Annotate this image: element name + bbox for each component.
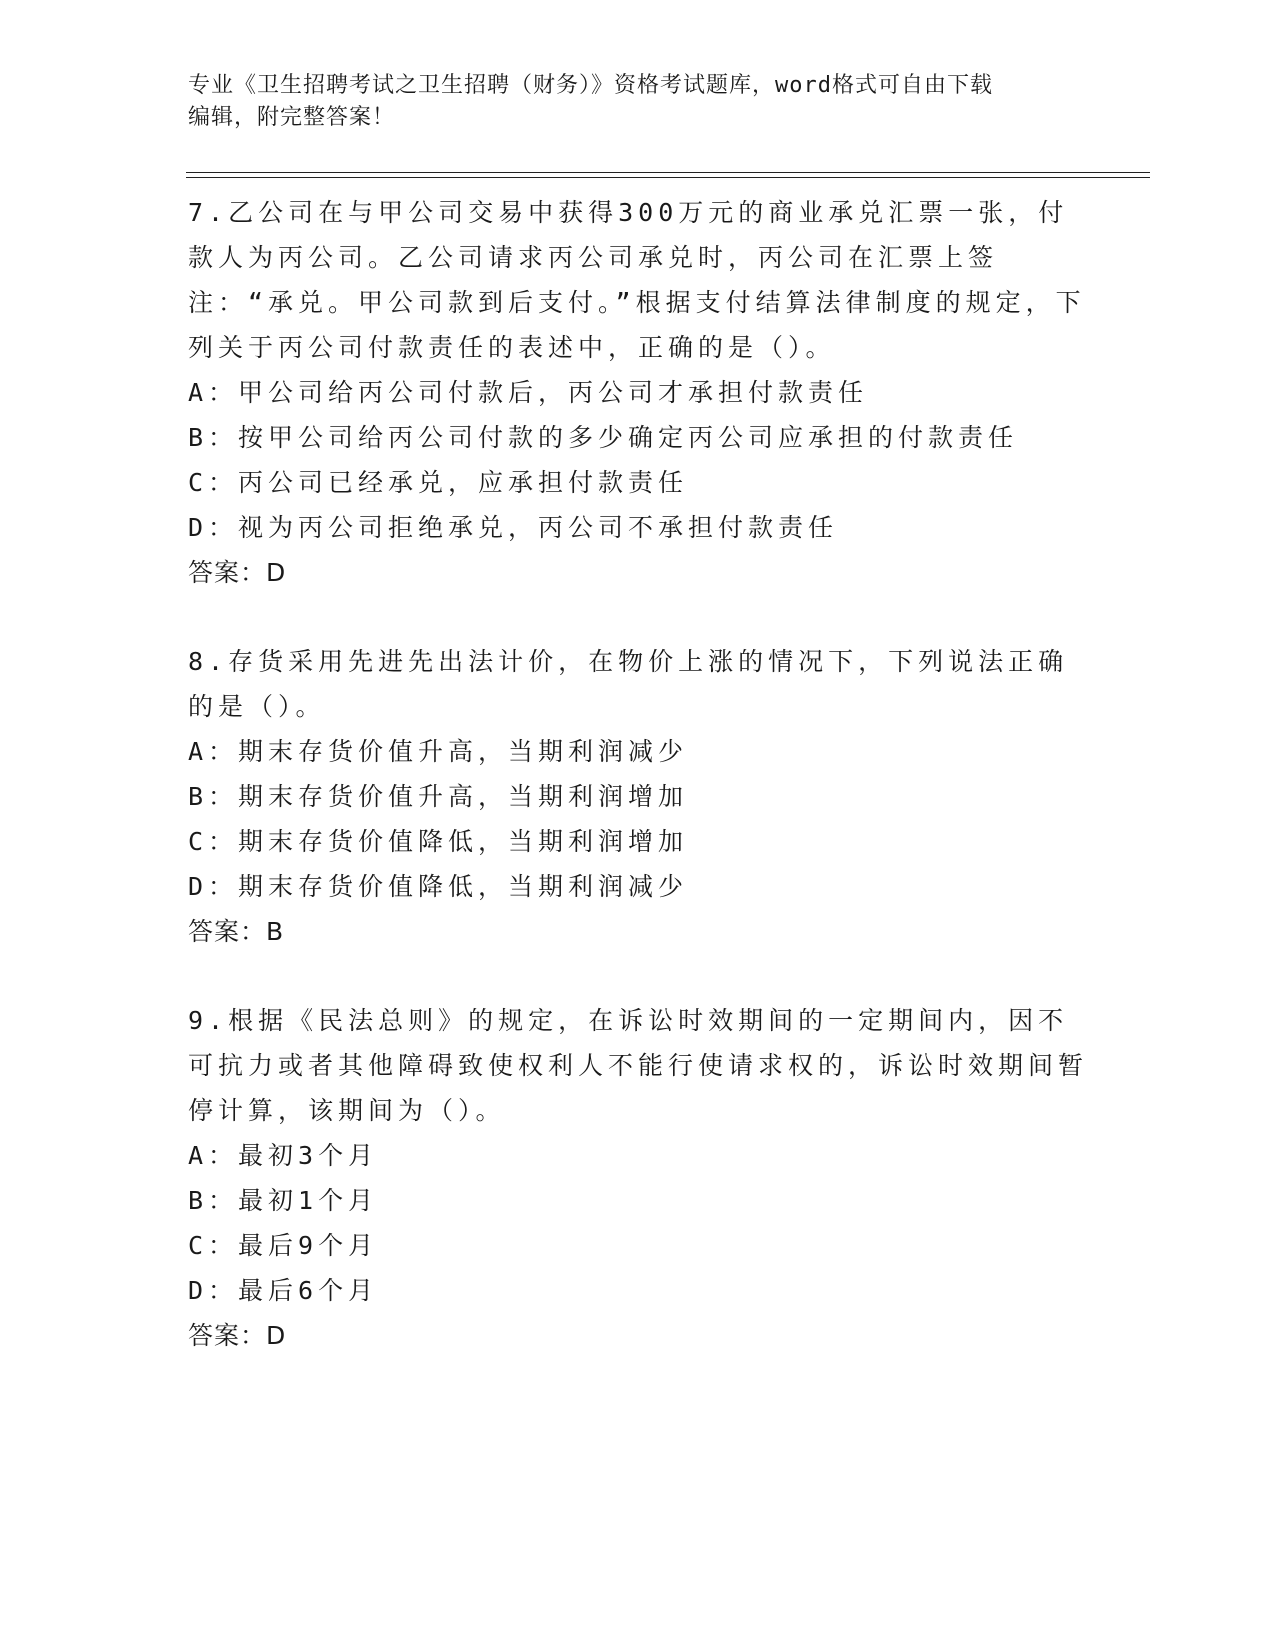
option-d: D：期末存货价值降低，当期利润减少 <box>188 872 689 901</box>
question-stem: 9.根据《民法总则》的规定，在诉讼时效期间的一定期间内，因不可抗力或者其他障碍致使权利人不能行使请求权的，诉讼时效期间暂停计算，该期间为（）。 <box>188 1006 1089 1125</box>
question-stem: 8.存货采用先进先出法计价，在物价上涨的情况下，下列说法正确的是（）。 <box>188 647 1069 721</box>
header-rule-top <box>186 172 1150 173</box>
answer: 答案：B <box>188 917 285 946</box>
option-a: A：最初3个月 <box>188 1141 379 1170</box>
question-8 <box>188 639 1088 954</box>
header-line-1: 专业《卫生招聘考试之卫生招聘（财务）》资格考试题库，word格式可自由下载 <box>188 73 993 98</box>
question-7 <box>188 190 1088 595</box>
header-rule-bottom <box>186 177 1150 178</box>
option-c: C：最后9个月 <box>188 1231 379 1260</box>
option-a: A：甲公司给丙公司付款后，丙公司才承担付款责任 <box>188 378 869 407</box>
header-line-2: 编辑，附完整答案！ <box>188 105 396 130</box>
option-a: A：期末存货价值升高，当期利润减少 <box>188 737 689 766</box>
question-9 <box>188 998 1088 1358</box>
option-c: C：期末存货价值降低，当期利润增加 <box>188 827 689 856</box>
option-b: B：期末存货价值升高，当期利润增加 <box>188 782 689 811</box>
question-list <box>188 190 1088 1402</box>
question-stem: 7.乙公司在与甲公司交易中获得300万元的商业承兑汇票一张，付款人为丙公司。乙公司请求丙公司承兑时，丙公司在汇票上签注：“承兑。甲公司款到后支付。”根据支付结算法律制度的规定，下列关于丙公司付款责任的表述中，正确的是（）。 <box>188 198 1086 362</box>
answer: 答案：D <box>188 1321 287 1350</box>
document-header <box>188 70 1088 134</box>
option-b: B：最初1个月 <box>188 1186 379 1215</box>
option-b: B：按甲公司给丙公司付款的多少确定丙公司应承担的付款责任 <box>188 423 1019 452</box>
answer: 答案：D <box>188 558 287 587</box>
option-d: D：视为丙公司拒绝承兑，丙公司不承担付款责任 <box>188 513 839 542</box>
option-c: C：丙公司已经承兑，应承担付款责任 <box>188 468 689 497</box>
option-d: D：最后6个月 <box>188 1276 379 1305</box>
